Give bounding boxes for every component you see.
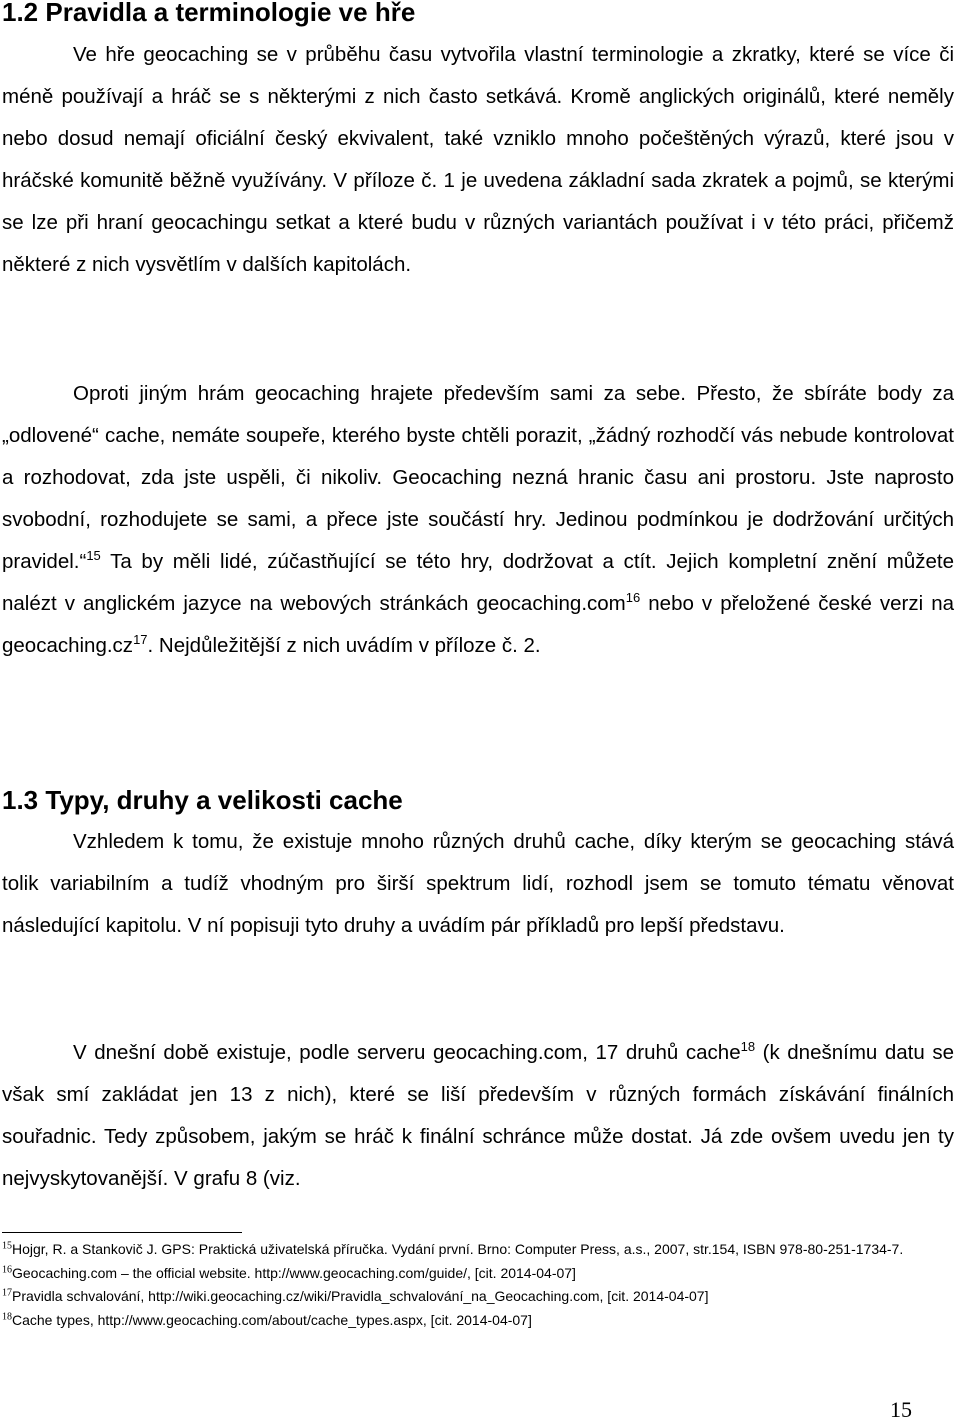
- footnote-number: 18: [2, 1310, 12, 1322]
- footnote-ref-17: 17: [133, 632, 148, 648]
- footnote-text: Pravidla schvalování, http://wiki.geocaching.cz/wiki/Pravidla_schvalování_na_Geocaching.com, [cit. 2014-04-07]: [12, 1288, 709, 1304]
- section-heading-1-2: 1.2 Pravidla a terminologie ve hře: [2, 0, 416, 27]
- footnote-ref-15: 15: [86, 548, 101, 564]
- paragraph-cache-types-text-b: (k dnešnímu datu se však smí zakládat jen 13 z nich), které se liší především v různých formách získávání finálních souřadnic. Tedy způsobem, jakým se hráč k finální schránce může dostat. Já zde ovšem uvedu jen ty nejvyskytovanější. V grafu 8 (viz.: [2, 1041, 954, 1190]
- paragraph-rules: [2, 373, 954, 667]
- paragraph-rules-text-b: Ta by měli lidé, zúčastňující se této hry, dodržovat a ctít. Jejich kompletní znění můžete nalézt v anglickém jazyce na webových stránkách geocaching.com: [2, 550, 954, 615]
- footnote-ref-16: 16: [625, 590, 641, 606]
- footnote-ref-18: 18: [740, 1039, 756, 1055]
- footnote-17: [2, 1285, 952, 1309]
- footnote-number: 17: [2, 1287, 12, 1299]
- footnote-15: [2, 1238, 952, 1262]
- page-number: 15: [890, 1397, 912, 1422]
- paragraph-rules-text-c: nebo v přeložené české verzi na geocaching.cz: [2, 592, 955, 657]
- section-heading-1-3: 1.3 Typy, druhy a velikosti cache: [2, 785, 403, 815]
- paragraph-rules-text-d: . Nejdůležitější z nich uvádím v příloze č. 2.: [147, 634, 541, 657]
- footnote-number: 16: [2, 1263, 12, 1275]
- footnote-text: Cache types, http://www.geocaching.com/about/cache_types.aspx, [cit. 2014-04-07]: [12, 1311, 532, 1328]
- footnote-16: [2, 1262, 952, 1286]
- footnote-text: Hojgr, R. a Stankovič J. GPS: Praktická uživatelská příručka. Vydání první. Brno: Computer Press, a.s., 2007, str.154, ISBN 978-80-251-1734-7.: [12, 1241, 904, 1257]
- footnote-separator: [2, 1232, 242, 1233]
- paragraph-cache-types: [2, 1032, 954, 1200]
- paragraph-rules-text-a: Oproti jiným hrám geocaching hrajete především sami za sebe. Přesto, že sbíráte body za „odlovené“ cache, nemáte soupeře, kterého byste chtěli porazit, „žádný rozhodčí vás nebude kontrolovat a rozhodovat, zda jste uspěli, či nikoliv. Geocaching nezná hranic času ani prostoru. Jste naprosto svobodní, rozhodujete se sami, a přece jste součástí hry. Jedinou podmínkou je dodržování určitých pravidel.“: [2, 382, 954, 573]
- paragraph-terminology: Ve hře geocaching se v průběhu času vytvořila vlastní terminologie a zkratky, které se více či méně používají a hráč se s některými z nich často setkává. Kromě anglických originálů, které neměly nebo dosud nemají oficiální český ekvivalent, také vzniklo mnoho počeštěných výrazů, které jsou v hráčské komunitě běžně využívány. V příloze č. 1 je uvedena základní sada zkratek a pojmů, se kterými se lze při hraní geocachingu setkat a které budu v různých variantách používat i v této práci, přičemž některé z nich vysvětlím v dalších kapitolách.: [2, 43, 954, 276]
- paragraph-cache-types-text-a: V dnešní době existuje, podle serveru geocaching.com, 17 druhů cache: [73, 1041, 741, 1064]
- paragraph-cache-variety: Vzhledem k tomu, že existuje mnoho různých druhů cache, díky kterým se geocaching stává tolik variabilním a tudíž vhodným pro širší spektrum lidí, rozhodl jsem se tomuto tématu věnovat následující kapitolu. V ní popisuji tyto druhy a uvádím pár příkladů pro lepší představu.: [2, 830, 954, 937]
- footnote-18: [2, 1309, 952, 1333]
- footnote-number: 15: [2, 1240, 12, 1252]
- footnote-text: Geocaching.com – the official website. http://www.geocaching.com/guide/, [cit. 2014-04-07]: [12, 1264, 576, 1281]
- footnotes: [2, 1238, 952, 1332]
